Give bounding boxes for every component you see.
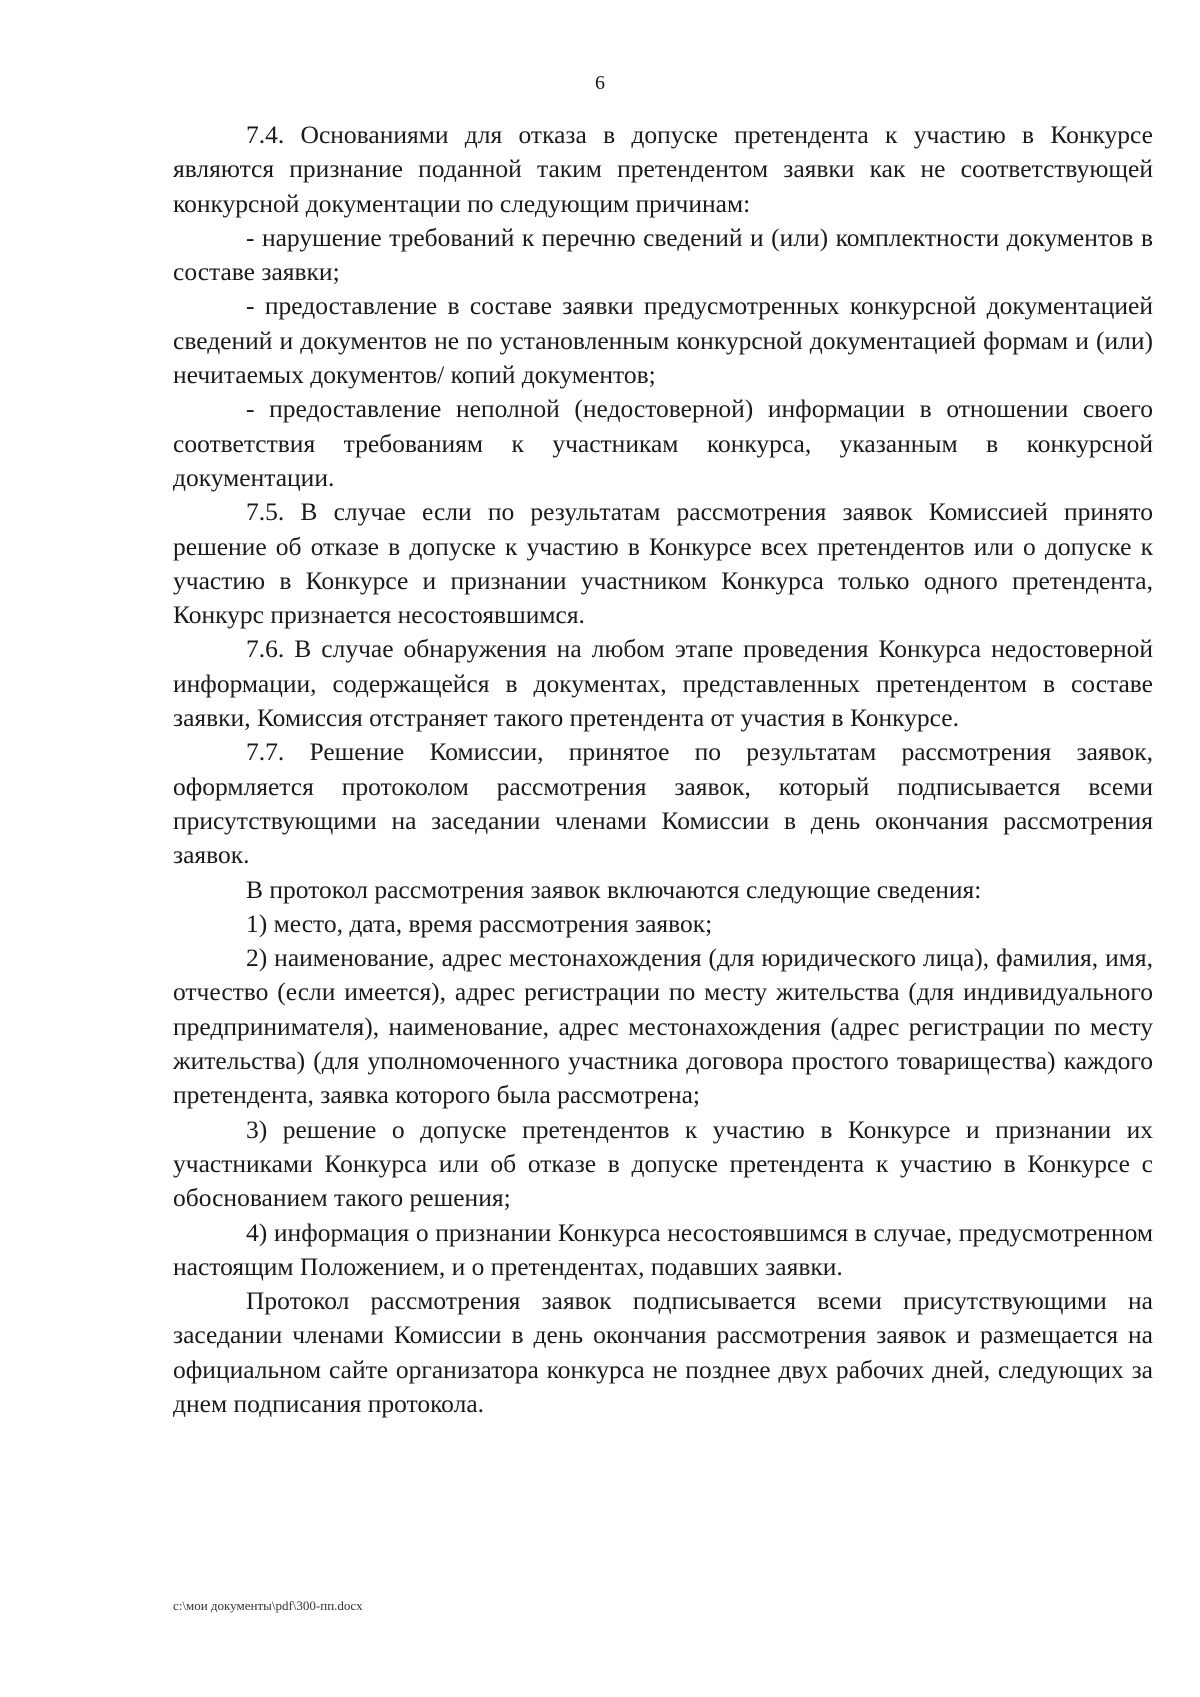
list-item-violation: - нарушение требований к перечню сведений и (или) комплектности документов в составе заявки; [173,222,1153,287]
document-body [173,118,1153,1421]
list-item-incomplete-info: - предоставление неполной (недостоверной) информации в отношении своего соответствия требованиям к участникам конкурса, указанным в конкурсной документации. [173,394,1153,492]
footer-file-path: c:\мои документы\pdf\300-пп.docx [173,1598,363,1613]
paragraph-7-4: 7.4. Основаниями для отказа в допуске претендента к участию в Конкурсе являются признание поданной таким претендентом заявки как не соответствующей конкурсной документации по следующим причинам: [173,120,1153,218]
page-number: 6 [595,72,605,94]
protocol-signing-paragraph: Протокол рассмотрения заявок подписывается всеми присутствующими на заседании членами Комиссии в день окончания рассмотрения заявок и размещается на официальном сайте организатора конкурса не позднее двух рабочих дней, следующих за днем подписания протокола. [173,1286,1153,1418]
protocol-item-1: 1) место, дата, время рассмотрения заявок; [246,908,713,938]
list-item-nonstandard-forms: - предоставление в составе заявки предусмотренных конкурсной документацией сведений и документов не по установленным конкурсной документацией формам и (или) нечитаемых документов/ копий документов; [173,291,1153,390]
protocol-item-3: 3) решение о допуске претендентов к участию в Конкурсе и признании их участниками Конкурса или об отказе в допуске претендента к участию в Конкурсе с обоснованием такого решения; [173,1114,1153,1213]
paragraph-7-6: 7.6. В случае обнаружения на любом этапе проведения Конкурса недостоверной информации, содержащейся в документах, представленных претендентом в составе заявки, Комиссия отстраняет такого претендента от участия в Конкурсе. [173,634,1153,733]
paragraph-7-5: 7.5. В случае если по результатам рассмотрения заявок Комиссией принято решение об отказе в допуске к участию в Конкурсе всех претендентов или о допуске к участию в Конкурсе и признании участником Конкурса только одного претендента, Конкурс признается несостоявшимся. [173,497,1153,630]
protocol-contents-intro: В протокол рассмотрения заявок включаются следующие сведения: [246,874,982,904]
protocol-item-4: 4) информация о признании Конкурса несостоявшимся в случае, предусмотренном настоящим Положением, и о претендентах, подавших заявки. [173,1217,1153,1281]
protocol-item-2: 2) наименование, адрес местонахождения (для юридического лица), фамилия, имя, отчество (если имеется), адрес регистрации по месту жительства (для индивидуального предпринимателя), наименование, адрес местонахождения (адрес регистрации по месту жительства) (для уполномоченного участника договора простого товарищества) каждого претендента, заявка которого была рассмотрена; [173,943,1153,1110]
paragraph-7-7: 7.7. Решение Комиссии, принятое по результатам рассмотрения заявок, оформляется протоколом рассмотрения заявок, который подписывается всеми присутствующими на заседании членами Комиссии в день окончания рассмотрения заявок. [173,737,1153,870]
